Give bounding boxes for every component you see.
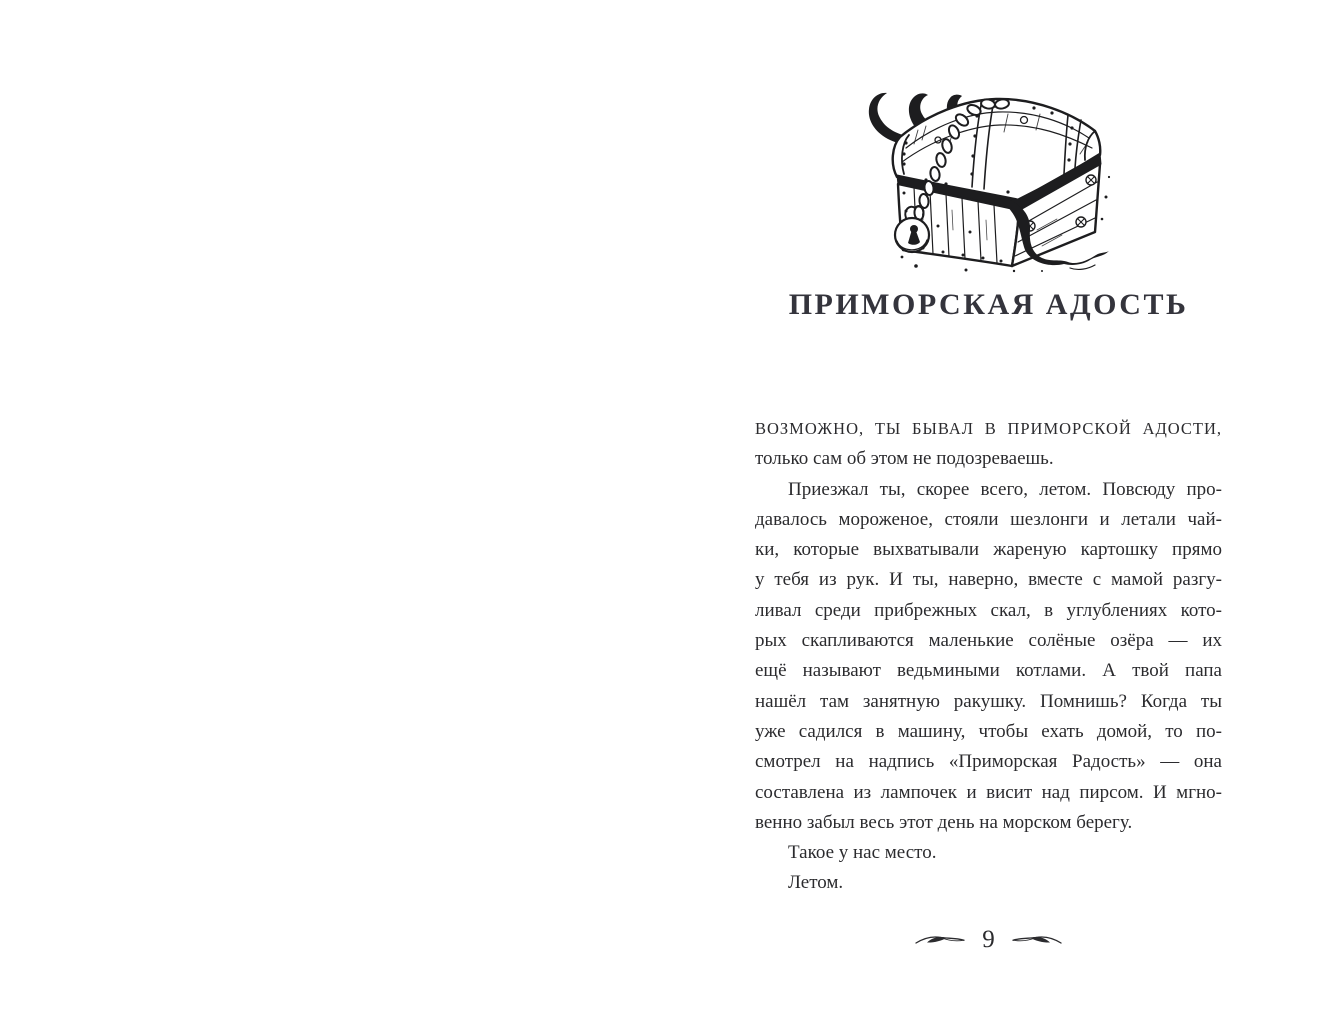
paragraph-line: только сам об этом не подозреваешь. [755, 448, 1054, 470]
paragraph-line: ки, которые выхватывали жареную картошку прямо [755, 539, 1222, 561]
paragraph-line: Летом. [788, 872, 844, 894]
paragraph-line: Такое у нас место. [788, 842, 937, 864]
page-number: 9 [982, 926, 995, 953]
page-footer [755, 925, 1222, 955]
paragraph-line: рых скапливаются маленькие солёные озёра — их [755, 630, 1222, 652]
paragraph-line: ВОЗМОЖНО, ТЫ БЫВАЛ В ПРИМОРСКОЙ АДОСТИ, [755, 419, 1222, 438]
paragraph-line: Приезжал ты, скорее всего, летом. Повсюду про- [788, 478, 1222, 500]
paragraph-line: составлена из лампочек и висит над пирсом. И мгно- [755, 781, 1222, 803]
paragraph-line: ливал среди прибрежных скал, в углублениях кото- [755, 599, 1222, 621]
chapter-title: ПРИМОРСКАЯ АДОСТЬ [788, 288, 1189, 321]
chest-illustration [862, 80, 1118, 274]
paragraph-line: смотрел на надпись «Приморская Радость» — она [755, 751, 1222, 773]
flourish-ornament-left [915, 933, 965, 947]
paragraph-line: венно забыл весь этот день на морском берегу. [755, 811, 1133, 833]
paragraph-line: ещё называют ведьмиными котлами. А твой папа [755, 660, 1222, 682]
body-text [755, 414, 1222, 899]
paragraph-line: уже садился в машину, чтобы ехать домой, то по- [755, 720, 1222, 742]
paragraph-line: давалось мороженое, стояли шезлонги и летали чай- [755, 508, 1222, 530]
flourish-ornament-right [1012, 933, 1062, 947]
paragraph-line: нашёл там занятную ракушку. Помнишь? Когда ты [755, 690, 1222, 712]
paragraph-line: у тебя из рук. И ты, наверно, вместе с мамой разгу- [755, 569, 1222, 591]
